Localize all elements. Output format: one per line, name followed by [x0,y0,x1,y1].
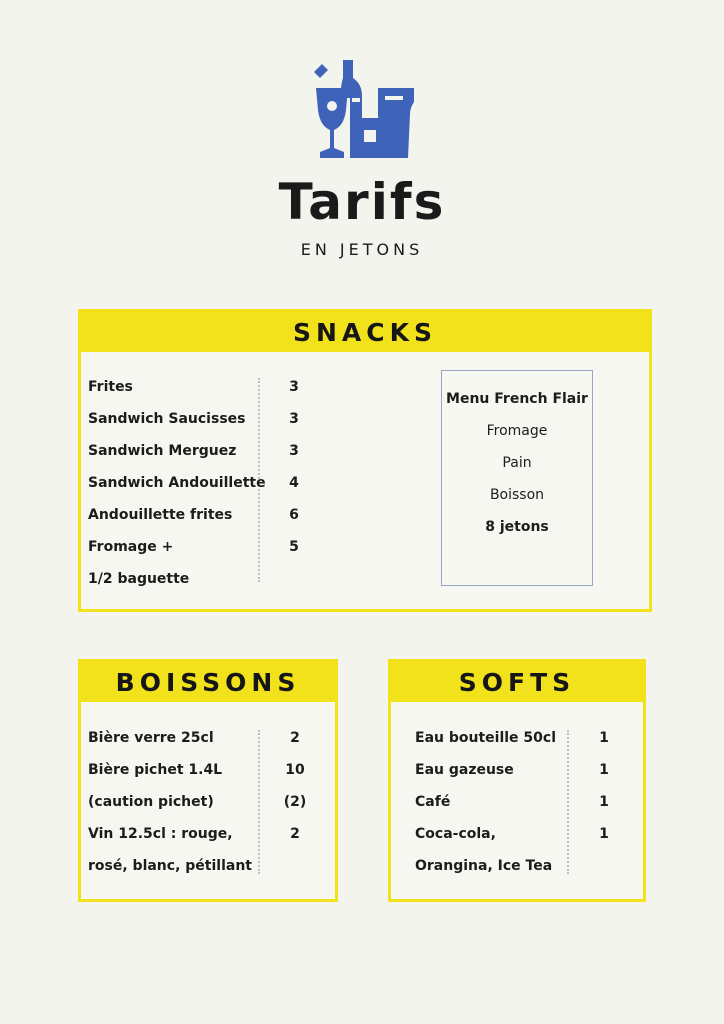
softs-divider [567,730,569,874]
snack-item-label: Frites [88,379,133,395]
snack-item-price: 3 [289,411,299,427]
boisson-item-label: (caution pichet) [88,794,214,810]
snack-item-label: 1/2 baguette [88,571,190,587]
soft-item-price: 1 [599,730,609,746]
menu-price: 8 jetons [485,519,549,535]
snack-item-label: Sandwich Merguez [88,443,237,459]
snack-item-price: 5 [289,539,299,555]
boisson-item-price: (2) [283,794,307,810]
soft-item-price: 1 [599,826,609,842]
soft-item-label: Eau bouteille 50cl [415,730,556,746]
snack-item-price: 6 [289,507,299,523]
snack-item-price: 3 [289,379,299,395]
menu-title: Menu French Flair [446,391,588,407]
soft-item-label: Coca-cola, [415,826,496,842]
snack-item-price: 3 [289,443,299,459]
soft-item-label: Café [415,794,451,810]
boisson-item-price: 2 [290,730,300,746]
boisson-item-label: Bière verre 25cl [88,730,214,746]
snack-item-label: Fromage + [88,539,174,555]
page-subtitle: EN JETONS [300,240,424,259]
drinks-icon [310,58,416,162]
menu-line: Pain [502,455,532,471]
snack-item-price: 4 [289,475,299,491]
snack-item-label: Sandwich Saucisses [88,411,246,427]
boisson-item-price: 2 [290,826,300,842]
boissons-heading: BOISSONS [81,662,335,702]
boisson-item-label: Bière pichet 1.4L [88,762,223,778]
menu-card [441,370,593,586]
snack-item-label: Andouillette frites [88,507,233,523]
boisson-item-price: 10 [285,762,305,778]
softs-heading: SOFTS [391,662,643,702]
menu-line: Boisson [489,487,545,503]
soft-item-price: 1 [599,762,609,778]
menu-line: Fromage [486,423,548,439]
boissons-divider [258,730,260,874]
soft-item-label: Orangina, Ice Tea [415,858,553,874]
soft-item-price: 1 [599,794,609,810]
snacks-heading: SNACKS [81,312,649,352]
boisson-item-label: Vin 12.5cl : rouge, [88,826,233,842]
snack-item-label: Sandwich Andouillette [88,475,266,491]
boisson-item-label: rosé, blanc, pétillant [88,858,252,874]
page-title: Tarifs [278,173,446,231]
soft-item-label: Eau gazeuse [415,762,514,778]
